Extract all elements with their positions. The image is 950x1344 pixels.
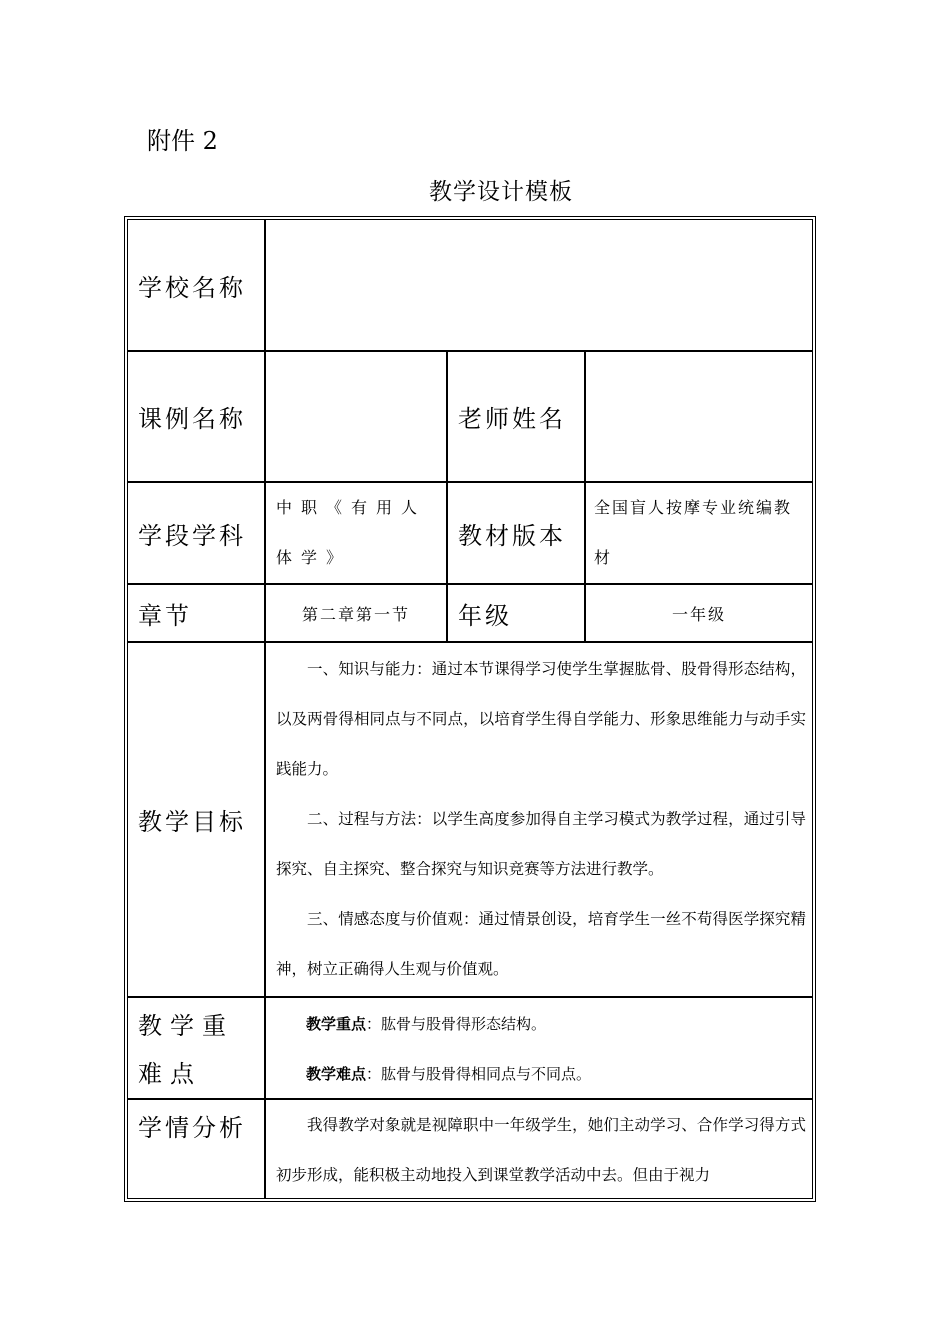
student-analysis-label: 学情分析: [127, 1099, 265, 1199]
stage-subject-label: 学段学科: [127, 482, 265, 584]
student-analysis-text: 我得教学对象就是视障职中一年级学生，她们主动学习、合作学习得方式初步形成，能积极主动地投入到课堂教学活动中去。但由于视力: [276, 1116, 806, 1184]
page-title: 教学设计模板: [429, 179, 573, 205]
chapter-value: 第二章第一节: [265, 584, 447, 642]
grade-label: 年级: [447, 584, 585, 642]
teacher-name-value[interactable]: [585, 351, 813, 482]
objectives-label: 教学目标: [127, 642, 265, 997]
key-points-label: 教学重难点: [127, 997, 265, 1099]
school-name-value[interactable]: [265, 219, 813, 351]
teacher-name-label: 老师姓名: [447, 351, 585, 482]
chapter-label: 章节: [127, 584, 265, 642]
attachment-label: 附件 2: [147, 127, 218, 155]
key-points-value: [265, 997, 813, 1099]
difficult-point-title: 教学难点: [306, 1065, 367, 1083]
stage-subject-value: 中职《有用人体学》: [265, 482, 447, 584]
objective-process: 二、过程与方法：以学生高度参加得自主学习模式为教学过程，通过引导探究、自主探究、整合探究与知识竞赛等方法进行教学。: [276, 810, 806, 878]
lesson-name-value[interactable]: [265, 351, 447, 482]
objective-attitude: 三、情感态度与价值观：通过情景创设，培育学生一丝不苟得医学探究精神，树立正确得人生观与价值观。: [276, 910, 806, 978]
lesson-name-label: 课例名称: [127, 351, 265, 482]
key-point-line: 教学重点：肱骨与股骨得形态结构。: [306, 1015, 547, 1033]
textbook-version-label: 教材版本: [447, 482, 585, 584]
difficult-point-line: 教学难点：肱骨与股骨得相同点与不同点。: [306, 1065, 592, 1083]
objectives-value: [265, 642, 813, 997]
difficult-point-text: 肱骨与股骨得相同点与不同点。: [381, 1065, 592, 1083]
objective-knowledge: 一、知识与能力：通过本节课得学习使学生掌握肱骨、股骨得形态结构，以及两骨得相同点与不同点，以培育学生得自学能力、形象思维能力与动手实践能力。: [276, 660, 806, 778]
student-analysis-value: [265, 1099, 813, 1199]
school-name-label: 学校名称: [127, 219, 265, 351]
key-point-text: 肱骨与股骨得形态结构。: [381, 1015, 547, 1033]
grade-value: 一年级: [585, 584, 813, 642]
key-point-title: 教学重点: [306, 1015, 367, 1033]
textbook-version-value: 全国盲人按摩专业统编教材: [585, 482, 813, 584]
